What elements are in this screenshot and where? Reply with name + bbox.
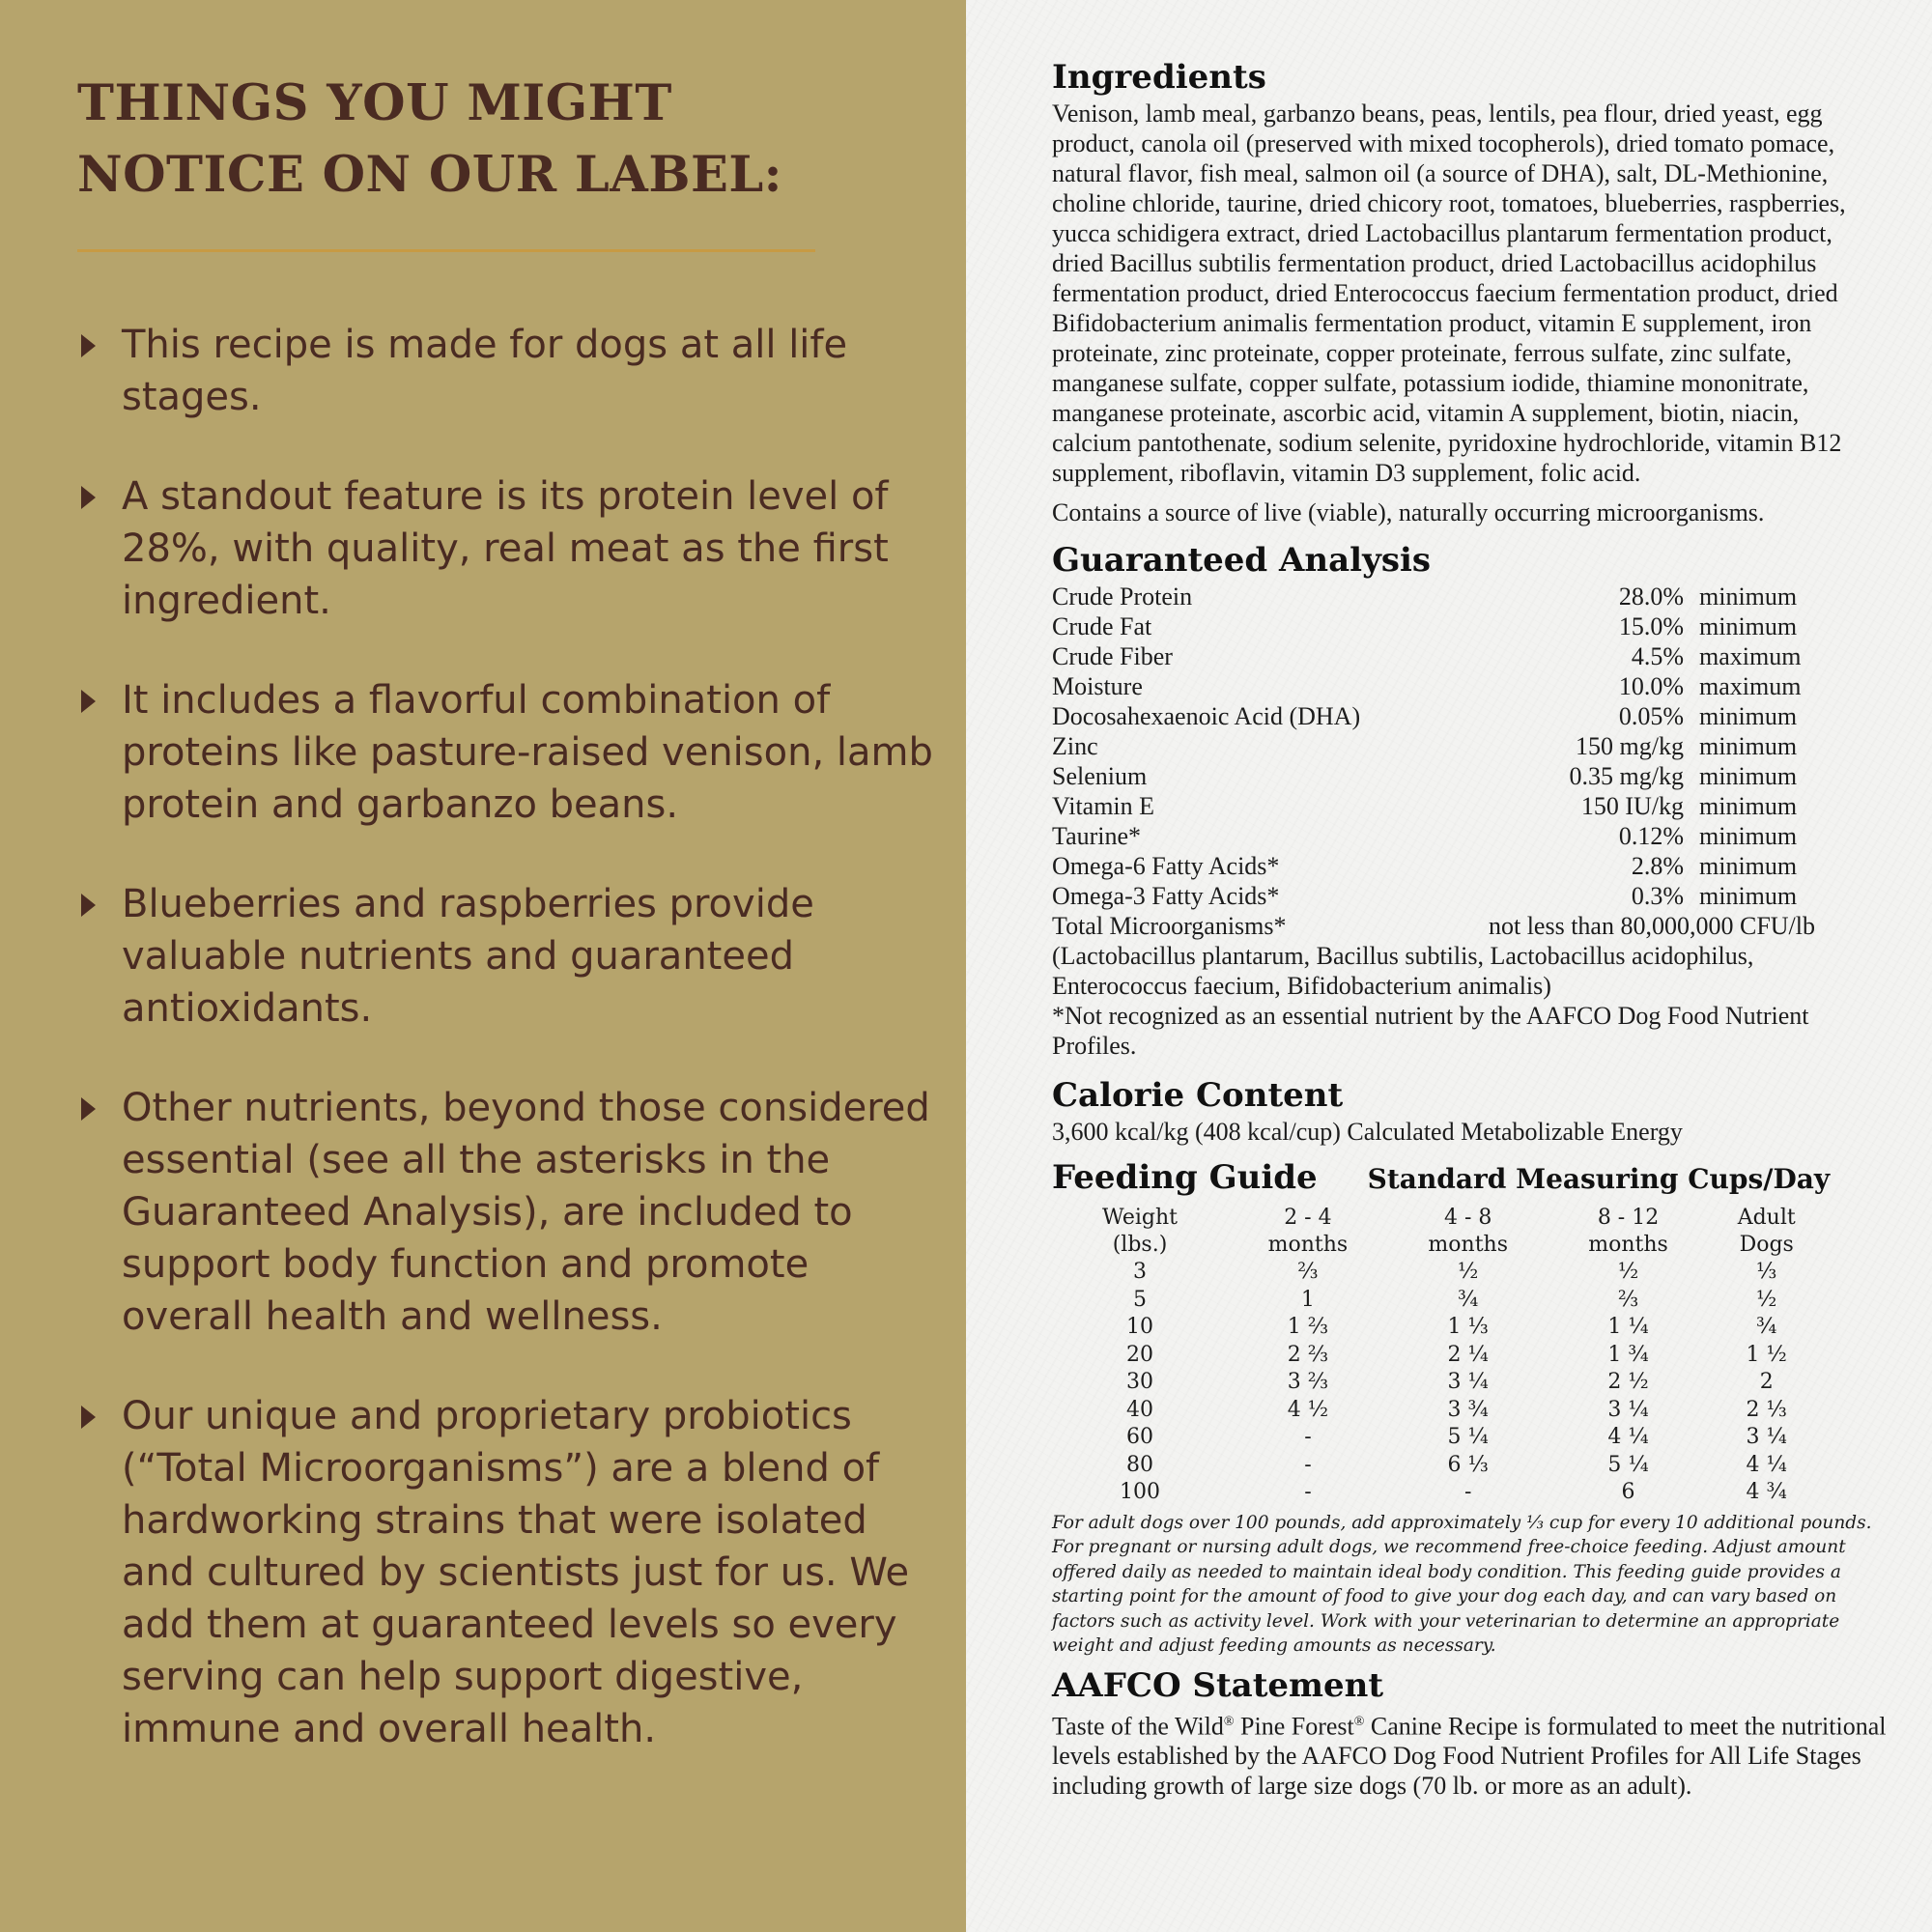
column-header-line: Dogs	[1739, 1233, 1794, 1257]
list-item	[77, 319, 947, 423]
table-cell: -	[1304, 1452, 1312, 1477]
nutrient-qualifier: minimum	[1699, 582, 1798, 611]
nutrient-value: 10.0%	[1618, 672, 1684, 700]
bullet-text: A standout feature is its protein level of 28%, with quality, real meat as the first ingredient.	[122, 474, 889, 623]
table-cell: 6 ⅓	[1447, 1452, 1489, 1477]
column-header-line: Adult	[1737, 1206, 1796, 1230]
nutrient-name: Omega-6 Fatty Acids*	[1052, 852, 1280, 880]
table-cell: 4 ¼	[1607, 1425, 1649, 1449]
table-row	[1052, 1342, 1825, 1370]
bullet-text: It includes a flavorful combination of proteins like pasture-raised venison, lamb protein and garbanzo beans.	[122, 678, 933, 827]
column-header-line: (lbs.)	[1112, 1233, 1168, 1257]
nutrient-qualifier: minimum	[1699, 852, 1798, 880]
ingredients-section	[1052, 56, 1883, 527]
table-cell: 5	[1133, 1287, 1147, 1312]
table-cell: 3 ¾	[1447, 1397, 1489, 1422]
table-cell: -	[1464, 1480, 1472, 1504]
nutrient-name: Crude Fiber	[1052, 642, 1173, 670]
table-cell: 3 ¼	[1447, 1370, 1489, 1394]
nutrient-name: Crude Fat	[1052, 612, 1152, 640]
table-cell: 80	[1126, 1452, 1153, 1477]
table-cell: ½	[1458, 1260, 1479, 1284]
table-cell: 40	[1126, 1397, 1153, 1422]
table-cell: -	[1304, 1425, 1312, 1449]
table-cell: 6	[1621, 1480, 1635, 1504]
table-row	[1052, 1397, 1825, 1425]
feeding-subheading: Standard Measuring Cups/Day	[1367, 1163, 1831, 1195]
table-cell: 1 ¾	[1607, 1342, 1649, 1367]
table-row	[1052, 1452, 1825, 1480]
table-cell: 2	[1759, 1370, 1774, 1394]
table-cell: ½	[1617, 1260, 1639, 1284]
calorie-section	[1052, 1074, 1883, 1147]
column-header-line: months	[1588, 1233, 1668, 1257]
table-cell: ½	[1756, 1287, 1777, 1312]
column-header	[1052, 1205, 1228, 1259]
table-cell: 5 ¼	[1607, 1452, 1649, 1477]
bullet-text: Blueberries and raspberries provide valuable nutrients and guaranteed antioxidants.	[122, 882, 814, 1031]
brand-name: Taste of the Wild	[1052, 1712, 1224, 1741]
column-header	[1548, 1205, 1709, 1259]
table-row	[1052, 1479, 1825, 1507]
nutrient-qualifier: minimum	[1699, 882, 1798, 910]
table-cell: 3	[1133, 1260, 1147, 1284]
table-cell: 5 ¼	[1447, 1425, 1489, 1449]
nutrient-qualifier: minimum	[1699, 762, 1798, 790]
product-name: Pine Forest	[1240, 1712, 1354, 1741]
table-row	[1052, 881, 1815, 911]
nutrient-qualifier: minimum	[1699, 792, 1798, 820]
nutrient-name: Vitamin E	[1052, 792, 1155, 820]
table-row	[1052, 731, 1815, 761]
table-cell: 3 ⅔	[1287, 1370, 1329, 1394]
table-cell: 1 ⅔	[1287, 1315, 1329, 1339]
triangle-bullet-icon	[81, 690, 96, 713]
analysis-footnote: *Not recognized as an essential nutrient by the AAFCO Dog Food Nutrient Profiles.	[1052, 1002, 1809, 1060]
calorie-text: 3,600 kcal/kg (408 kcal/cup) Calculated Metabolizable Energy	[1052, 1118, 1683, 1146]
list-item	[77, 878, 947, 1035]
feeding-guide-section	[1052, 1156, 1883, 1659]
nutrient-name: Total Microorganisms*	[1052, 912, 1287, 940]
bullet-text: Our unique and proprietary probiotics (“Total Microorganisms”) are a blend of hardworking strains that were isolated and cultured by scientists just for us. We add them at guaranteed levels so every serving can help support digestive, immune and overall health.	[122, 1394, 910, 1751]
table-cell: ⅔	[1297, 1260, 1319, 1284]
table-row	[1052, 911, 1815, 941]
table-row	[1052, 791, 1815, 821]
nutrient-value: 150 mg/kg	[1576, 732, 1684, 760]
column-header-line: Weight	[1102, 1206, 1178, 1230]
nutrient-value: 2.8%	[1631, 852, 1684, 880]
table-cell: 10	[1126, 1315, 1153, 1339]
column-header-line: months	[1428, 1233, 1508, 1257]
nutrient-name: Omega-3 Fatty Acids*	[1052, 882, 1280, 910]
table-cell: -	[1304, 1480, 1312, 1504]
table-cell: 2 ½	[1607, 1370, 1649, 1394]
triangle-bullet-icon	[81, 1406, 96, 1429]
nutrient-name: Moisture	[1052, 672, 1143, 700]
table-cell: 20	[1126, 1342, 1153, 1367]
guaranteed-analysis-section	[1052, 539, 1883, 1061]
column-header-line: months	[1267, 1233, 1349, 1257]
nutrient-value: not less than 80,000,000 CFU/lb	[1488, 912, 1815, 940]
list-item	[77, 470, 947, 627]
table-cell: ⅔	[1617, 1287, 1639, 1312]
nutrient-value: 15.0%	[1618, 612, 1684, 640]
nutrient-name: Selenium	[1052, 762, 1148, 790]
table-cell: 4 ¼	[1746, 1452, 1787, 1477]
feeding-heading: Feeding Guide	[1052, 1158, 1318, 1197]
triangle-bullet-icon	[81, 894, 96, 917]
table-cell: 2 ⅔	[1287, 1342, 1329, 1367]
feeding-header	[1052, 1156, 1883, 1199]
microorganism-strains: (Lactobacillus plantarum, Bacillus subtilis, Lactobacillus acidophilus, Enterococcus faecium, Bifidobacterium animalis)	[1052, 942, 1754, 1000]
analysis-table	[1052, 582, 1815, 941]
table-row	[1052, 701, 1815, 731]
table-cell: ¾	[1756, 1315, 1777, 1339]
ingredients-heading: Ingredients	[1052, 58, 1266, 97]
table-cell: 60	[1126, 1425, 1153, 1449]
nutrient-name: Zinc	[1052, 732, 1098, 760]
triangle-bullet-icon	[81, 334, 96, 357]
table-cell: 100	[1120, 1480, 1160, 1504]
nutrient-qualifier: minimum	[1699, 732, 1798, 760]
table-cell: 3 ¼	[1607, 1397, 1649, 1422]
label-notes-list	[77, 319, 947, 1803]
table-row	[1052, 582, 1815, 611]
aafco-section	[1052, 1664, 1887, 1802]
table-row	[1052, 821, 1815, 851]
table-row	[1052, 611, 1815, 641]
table-row	[1052, 851, 1815, 881]
nutrient-name: Docosahexaenoic Acid (DHA)	[1052, 702, 1361, 730]
label-content	[1052, 56, 1887, 1801]
table-cell: 30	[1126, 1370, 1153, 1394]
table-header-row	[1052, 1205, 1825, 1259]
ingredients-text: Venison, lamb meal, garbanzo beans, peas, lentils, pea flour, dried yeast, egg product, canola oil (preserved with mixed tocopherols), dried tomato pomace, natural flavor, fish meal, salmon oil (a source of DHA), salt, DL-Methionine, choline chloride, taurine, dried chicory root, tomatoes, blueberries, raspberries, yucca schidigera extract, dried Lactobacillus plantarum fermentation product, dried Bacillus subtilis fermentation product, dried Lactobacillus acidophilus fermentation product, dried Enterococcus faecium fermentation product, dried Bifidobacterium animalis fermentation product, vitamin E supplement, iron proteinate, zinc proteinate, copper proteinate, ferrous sulfate, zinc sulfate, manganese sulfate, copper sulfate, potassium iodide, thiamine mononitrate, manganese proteinate, ascorbic acid, vitamin A supplement, biotin, niacin, calcium pantothenate, sodium selenite, pyridoxine hydrochloride, vitamin B12 supplement, riboflavin, vitamin D3 supplement, folic acid.	[1052, 99, 1846, 487]
table-row	[1052, 1314, 1825, 1342]
table-cell: 3 ¼	[1746, 1425, 1787, 1449]
nutrient-name: Crude Protein	[1052, 582, 1193, 611]
column-header-line: 2 - 4	[1284, 1206, 1332, 1230]
nutrient-value: 0.3%	[1631, 882, 1684, 910]
nutrient-value: 0.35 mg/kg	[1569, 762, 1684, 790]
table-row	[1052, 1369, 1825, 1397]
table-cell: 1 ¼	[1607, 1315, 1649, 1339]
nutrient-value: 28.0%	[1618, 582, 1684, 611]
title-divider	[77, 249, 815, 252]
aafco-heading: AAFCO Statement	[1052, 1665, 1384, 1705]
table-cell: ¾	[1458, 1287, 1479, 1312]
bullet-text: Other nutrients, beyond those considered essential (see all the asterisks in the Guaranteed Analysis), are included to support body function and promote overall health and wellness.	[122, 1086, 930, 1339]
left-title: THINGS YOU MIGHT NOTICE ON OUR LABEL:	[77, 74, 783, 204]
aafco-text: Canine Recipe is formulated to meet the nutritional levels established by the AAFCO Dog Food Nutrient Profiles for All Life Stages including growth of large size dogs (70 lb. or more as an adult).	[1052, 1712, 1887, 1801]
table-row	[1052, 671, 1815, 701]
table-cell: ⅓	[1756, 1260, 1777, 1284]
table-cell: 1 ½	[1746, 1342, 1787, 1367]
bullet-text: This recipe is made for dogs at all life stages.	[122, 323, 848, 419]
nutrient-value: 150 IU/kg	[1580, 792, 1684, 820]
feeding-table	[1052, 1205, 1825, 1507]
nutrient-qualifier: minimum	[1699, 822, 1798, 850]
table-row	[1052, 641, 1815, 671]
column-header	[1228, 1205, 1388, 1259]
table-row	[1052, 1424, 1825, 1452]
column-header-line: 8 - 12	[1597, 1206, 1660, 1230]
calorie-heading: Calorie Content	[1052, 1076, 1344, 1115]
registered-mark: ®	[1223, 1714, 1235, 1729]
right-panel	[966, 0, 1932, 1932]
table-cell: 2 ⅓	[1746, 1397, 1787, 1422]
aafco-statement	[1052, 1707, 1892, 1802]
analysis-heading: Guaranteed Analysis	[1052, 541, 1432, 580]
table-cell: 4 ¾	[1746, 1480, 1787, 1504]
nutrient-value: 0.05%	[1618, 702, 1684, 730]
nutrient-qualifier: maximum	[1699, 642, 1802, 670]
triangle-bullet-icon	[81, 486, 96, 509]
table-cell: 1	[1300, 1287, 1315, 1312]
nutrient-name: Taurine*	[1052, 822, 1142, 850]
column-header-line: 4 - 8	[1444, 1206, 1492, 1230]
table-row	[1052, 761, 1815, 791]
feeding-note: For adult dogs over 100 pounds, add approximately ⅓ cup for every 10 additional pounds. For pregnant or nursing adult dogs, we recommend free-choice feeding. Adjust amount offered daily as needed to maintain ideal body condition. This feeding guide provides a starting point for the amount of food to give your dog each day, and can vary based on factors such as activity level. Work with your veterinarian to determine an appropriate weight and adjust feeding amounts as necessary.	[1052, 1512, 1872, 1656]
list-item	[77, 674, 947, 831]
nutrient-qualifier: minimum	[1699, 612, 1798, 640]
table-cell: 1 ⅓	[1447, 1315, 1489, 1339]
list-item	[77, 1082, 947, 1343]
column-header	[1708, 1205, 1825, 1259]
list-item	[77, 1390, 947, 1755]
registered-mark: ®	[1353, 1714, 1365, 1729]
table-row	[1052, 1287, 1825, 1315]
triangle-bullet-icon	[81, 1097, 96, 1121]
microorganisms-note: Contains a source of live (viable), naturally occurring microorganisms.	[1052, 498, 1765, 526]
table-cell: 2 ¼	[1447, 1342, 1489, 1367]
nutrient-value: 0.12%	[1618, 822, 1684, 850]
table-cell: 4 ½	[1287, 1397, 1329, 1422]
column-header	[1388, 1205, 1548, 1259]
table-row	[1052, 1259, 1825, 1287]
nutrient-qualifier: minimum	[1699, 702, 1798, 730]
nutrient-qualifier: maximum	[1699, 672, 1802, 700]
nutrient-value: 4.5%	[1631, 642, 1684, 670]
